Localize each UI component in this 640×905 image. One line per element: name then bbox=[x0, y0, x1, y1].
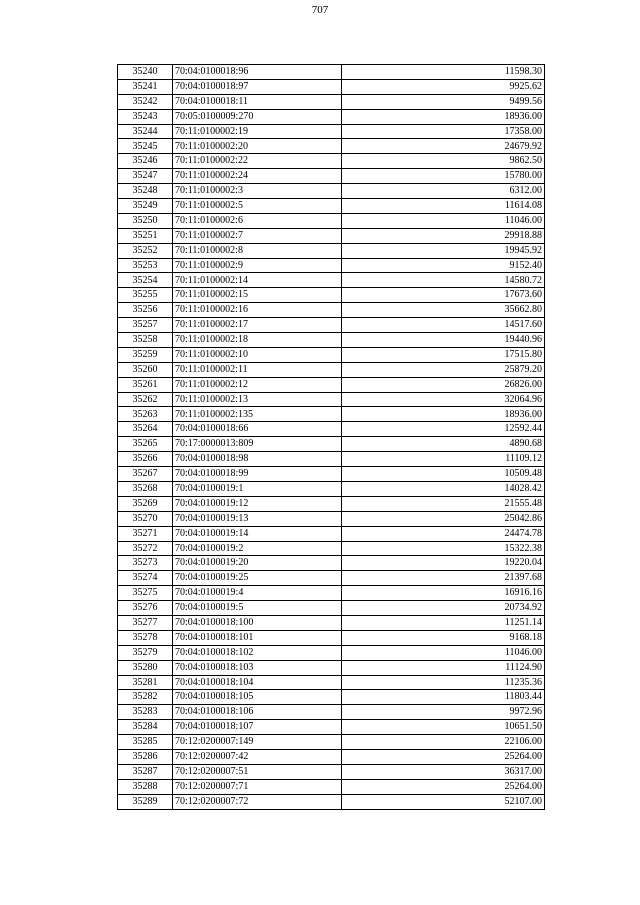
cadastral-number-cell: 70:12:0200007:42 bbox=[173, 749, 342, 764]
table-row bbox=[118, 333, 545, 348]
cadastral-value-cell: 9925.62 bbox=[342, 79, 545, 94]
table-row bbox=[118, 362, 545, 377]
table-row bbox=[118, 705, 545, 720]
cadastral-number-cell: 70:04:0100018:101 bbox=[173, 630, 342, 645]
table-row bbox=[118, 675, 545, 690]
table-row bbox=[118, 749, 545, 764]
cadastral-number-cell: 70:11:0100002:10 bbox=[173, 347, 342, 362]
cadastral-number-cell: 70:04:0100018:103 bbox=[173, 660, 342, 675]
cadastral-number-cell: 70:11:0100002:13 bbox=[173, 392, 342, 407]
row-number-cell: 35258 bbox=[118, 333, 173, 348]
table-row bbox=[118, 169, 545, 184]
table-row bbox=[118, 496, 545, 511]
cadastral-value-cell: 9168.18 bbox=[342, 630, 545, 645]
cadastral-number-cell: 70:17:0000013:809 bbox=[173, 437, 342, 452]
row-number-cell: 35277 bbox=[118, 615, 173, 630]
cadastral-value-cell: 16916.16 bbox=[342, 586, 545, 601]
cadastral-number-cell: 70:11:0100002:135 bbox=[173, 407, 342, 422]
cadastral-number-cell: 70:04:0100018:66 bbox=[173, 422, 342, 437]
cadastral-value-cell: 25264.00 bbox=[342, 779, 545, 794]
cadastral-number-cell: 70:12:0200007:71 bbox=[173, 779, 342, 794]
table-row bbox=[118, 720, 545, 735]
cadastral-number-cell: 70:04:0100019:2 bbox=[173, 541, 342, 556]
cadastral-number-cell: 70:04:0100019:13 bbox=[173, 511, 342, 526]
cadastral-value-cell: 9499.56 bbox=[342, 94, 545, 109]
row-number-cell: 35281 bbox=[118, 675, 173, 690]
row-number-cell: 35270 bbox=[118, 511, 173, 526]
cadastral-value-cell: 14028.42 bbox=[342, 481, 545, 496]
cadastral-value-cell: 25042.86 bbox=[342, 511, 545, 526]
cadastral-number-cell: 70:11:0100002:15 bbox=[173, 288, 342, 303]
table-row bbox=[118, 645, 545, 660]
table-row bbox=[118, 109, 545, 124]
cadastral-value-cell: 19220.04 bbox=[342, 556, 545, 571]
row-number-cell: 35273 bbox=[118, 556, 173, 571]
cadastral-value-cell: 9972.96 bbox=[342, 705, 545, 720]
cadastral-value-cell: 18936.00 bbox=[342, 407, 545, 422]
cadastral-number-cell: 70:04:0100019:14 bbox=[173, 526, 342, 541]
cadastral-value-cell: 14580.72 bbox=[342, 273, 545, 288]
cadastral-value-cell: 6312.00 bbox=[342, 184, 545, 199]
cadastral-value-cell: 11109.12 bbox=[342, 452, 545, 467]
row-number-cell: 35255 bbox=[118, 288, 173, 303]
row-number-cell: 35260 bbox=[118, 362, 173, 377]
cadastral-number-cell: 70:11:0100002:9 bbox=[173, 258, 342, 273]
cadastral-value-cell: 11046.00 bbox=[342, 213, 545, 228]
cadastral-value-cell: 17358.00 bbox=[342, 124, 545, 139]
table-row bbox=[118, 303, 545, 318]
cadastral-number-cell: 70:11:0100002:12 bbox=[173, 377, 342, 392]
page-number: 707 bbox=[311, 4, 329, 16]
cadastral-number-cell: 70:12:0200007:72 bbox=[173, 794, 342, 809]
cadastral-value-cell: 11251.14 bbox=[342, 615, 545, 630]
table-row bbox=[118, 794, 545, 809]
row-number-cell: 35244 bbox=[118, 124, 173, 139]
row-number-cell: 35243 bbox=[118, 109, 173, 124]
cadastral-value-cell: 29918.88 bbox=[342, 228, 545, 243]
cadastral-number-cell: 70:05:0100009:270 bbox=[173, 109, 342, 124]
table-row bbox=[118, 586, 545, 601]
cadastral-value-cell: 17515.80 bbox=[342, 347, 545, 362]
cadastral-number-cell: 70:04:0100019:20 bbox=[173, 556, 342, 571]
row-number-cell: 35249 bbox=[118, 199, 173, 214]
row-number-cell: 35279 bbox=[118, 645, 173, 660]
row-number-cell: 35241 bbox=[118, 79, 173, 94]
table-row bbox=[118, 377, 545, 392]
table-row bbox=[118, 571, 545, 586]
table-row bbox=[118, 437, 545, 452]
cadastral-number-cell: 70:04:0100018:106 bbox=[173, 705, 342, 720]
cadastral-value-cell: 26826.00 bbox=[342, 377, 545, 392]
cadastral-value-cell: 10509.48 bbox=[342, 467, 545, 482]
cadastral-number-cell: 70:11:0100002:18 bbox=[173, 333, 342, 348]
cadastral-number-cell: 70:11:0100002:19 bbox=[173, 124, 342, 139]
cadastral-number-cell: 70:04:0100018:11 bbox=[173, 94, 342, 109]
cadastral-number-cell: 70:11:0100002:11 bbox=[173, 362, 342, 377]
cadastral-value-cell: 36317.00 bbox=[342, 764, 545, 779]
cadastral-number-cell: 70:11:0100002:24 bbox=[173, 169, 342, 184]
row-number-cell: 35287 bbox=[118, 764, 173, 779]
cadastral-number-cell: 70:04:0100019:4 bbox=[173, 586, 342, 601]
row-number-cell: 35278 bbox=[118, 630, 173, 645]
table-row bbox=[118, 660, 545, 675]
row-number-cell: 35245 bbox=[118, 139, 173, 154]
table-row bbox=[118, 79, 545, 94]
cadastral-value-cell: 15780.00 bbox=[342, 169, 545, 184]
cadastral-value-cell: 22106.00 bbox=[342, 735, 545, 750]
cadastral-value-cell: 21555.48 bbox=[342, 496, 545, 511]
row-number-cell: 35269 bbox=[118, 496, 173, 511]
table-row bbox=[118, 184, 545, 199]
row-number-cell: 35256 bbox=[118, 303, 173, 318]
cadastral-value-cell: 32064.96 bbox=[342, 392, 545, 407]
row-number-cell: 35263 bbox=[118, 407, 173, 422]
row-number-cell: 35251 bbox=[118, 228, 173, 243]
cadastral-value-cell: 11598.30 bbox=[342, 65, 545, 80]
row-number-cell: 35267 bbox=[118, 467, 173, 482]
table-row bbox=[118, 407, 545, 422]
table-row bbox=[118, 318, 545, 333]
cadastral-number-cell: 70:04:0100019:25 bbox=[173, 571, 342, 586]
cadastral-number-cell: 70:11:0100002:8 bbox=[173, 243, 342, 258]
cadastral-value-cell: 19440.96 bbox=[342, 333, 545, 348]
table-row bbox=[118, 779, 545, 794]
row-number-cell: 35286 bbox=[118, 749, 173, 764]
row-number-cell: 35285 bbox=[118, 735, 173, 750]
cadastral-number-cell: 70:04:0100019:12 bbox=[173, 496, 342, 511]
table-row bbox=[118, 213, 545, 228]
row-number-cell: 35261 bbox=[118, 377, 173, 392]
cadastral-number-cell: 70:11:0100002:5 bbox=[173, 199, 342, 214]
cadastral-number-cell: 70:11:0100002:14 bbox=[173, 273, 342, 288]
table-row bbox=[118, 243, 545, 258]
cadastral-value-cell: 25264.00 bbox=[342, 749, 545, 764]
row-number-cell: 35252 bbox=[118, 243, 173, 258]
table-row bbox=[118, 452, 545, 467]
row-number-cell: 35240 bbox=[118, 65, 173, 80]
row-number-cell: 35282 bbox=[118, 690, 173, 705]
cadastral-number-cell: 70:04:0100018:105 bbox=[173, 690, 342, 705]
row-number-cell: 35280 bbox=[118, 660, 173, 675]
row-number-cell: 35264 bbox=[118, 422, 173, 437]
table-row bbox=[118, 467, 545, 482]
row-number-cell: 35247 bbox=[118, 169, 173, 184]
table-row bbox=[118, 258, 545, 273]
row-number-cell: 35257 bbox=[118, 318, 173, 333]
row-number-cell: 35266 bbox=[118, 452, 173, 467]
row-number-cell: 35253 bbox=[118, 258, 173, 273]
cadastral-number-cell: 70:04:0100018:98 bbox=[173, 452, 342, 467]
cadastral-value-cell: 21397.68 bbox=[342, 571, 545, 586]
row-number-cell: 35268 bbox=[118, 481, 173, 496]
table-row bbox=[118, 288, 545, 303]
table-row bbox=[118, 615, 545, 630]
table-row bbox=[118, 199, 545, 214]
cadastral-value-cell: 11803.44 bbox=[342, 690, 545, 705]
table-row bbox=[118, 511, 545, 526]
cadastral-value-cell: 24679.92 bbox=[342, 139, 545, 154]
cadastral-number-cell: 70:04:0100018:102 bbox=[173, 645, 342, 660]
cadastral-number-cell: 70:11:0100002:6 bbox=[173, 213, 342, 228]
cadastral-value-cell: 14517.60 bbox=[342, 318, 545, 333]
row-number-cell: 35275 bbox=[118, 586, 173, 601]
cadastral-value-cell: 24474.78 bbox=[342, 526, 545, 541]
table-row bbox=[118, 65, 545, 80]
cadastral-number-cell: 70:11:0100002:20 bbox=[173, 139, 342, 154]
row-number-cell: 35248 bbox=[118, 184, 173, 199]
row-number-cell: 35250 bbox=[118, 213, 173, 228]
cadastral-value-cell: 19945.92 bbox=[342, 243, 545, 258]
row-number-cell: 35254 bbox=[118, 273, 173, 288]
table-row bbox=[118, 154, 545, 169]
table-body bbox=[118, 65, 545, 810]
row-number-cell: 35289 bbox=[118, 794, 173, 809]
row-number-cell: 35288 bbox=[118, 779, 173, 794]
table-row bbox=[118, 94, 545, 109]
cadastral-value-cell: 11124.90 bbox=[342, 660, 545, 675]
cadastral-value-cell: 52107.00 bbox=[342, 794, 545, 809]
row-number-cell: 35242 bbox=[118, 94, 173, 109]
row-number-cell: 35272 bbox=[118, 541, 173, 556]
cadastral-number-cell: 70:11:0100002:16 bbox=[173, 303, 342, 318]
cadastral-value-cell: 11614.08 bbox=[342, 199, 545, 214]
cadastral-value-cell: 11046.00 bbox=[342, 645, 545, 660]
cadastral-number-cell: 70:11:0100002:22 bbox=[173, 154, 342, 169]
table-row bbox=[118, 347, 545, 362]
cadastral-number-cell: 70:12:0200007:149 bbox=[173, 735, 342, 750]
table-row bbox=[118, 273, 545, 288]
cadastral-number-cell: 70:04:0100019:1 bbox=[173, 481, 342, 496]
row-number-cell: 35274 bbox=[118, 571, 173, 586]
cadastral-value-cell: 17673.60 bbox=[342, 288, 545, 303]
row-number-cell: 35246 bbox=[118, 154, 173, 169]
cadastral-value-table bbox=[117, 64, 545, 810]
cadastral-number-cell: 70:04:0100018:100 bbox=[173, 615, 342, 630]
cadastral-value-cell: 12592.44 bbox=[342, 422, 545, 437]
table-row bbox=[118, 556, 545, 571]
cadastral-number-cell: 70:04:0100018:96 bbox=[173, 65, 342, 80]
cadastral-number-cell: 70:04:0100018:107 bbox=[173, 720, 342, 735]
row-number-cell: 35262 bbox=[118, 392, 173, 407]
table-row bbox=[118, 481, 545, 496]
cadastral-value-cell: 11235.36 bbox=[342, 675, 545, 690]
cadastral-value-cell: 20734.92 bbox=[342, 601, 545, 616]
cadastral-number-cell: 70:11:0100002:7 bbox=[173, 228, 342, 243]
table-row bbox=[118, 601, 545, 616]
table-row bbox=[118, 526, 545, 541]
row-number-cell: 35271 bbox=[118, 526, 173, 541]
cadastral-value-cell: 9152.40 bbox=[342, 258, 545, 273]
cadastral-value-cell: 9862.50 bbox=[342, 154, 545, 169]
row-number-cell: 35283 bbox=[118, 705, 173, 720]
table-row bbox=[118, 735, 545, 750]
cadastral-number-cell: 70:04:0100019:5 bbox=[173, 601, 342, 616]
cadastral-number-cell: 70:04:0100018:99 bbox=[173, 467, 342, 482]
table-row bbox=[118, 124, 545, 139]
table-row bbox=[118, 690, 545, 705]
table-row bbox=[118, 139, 545, 154]
table-row bbox=[118, 228, 545, 243]
cadastral-number-cell: 70:04:0100018:104 bbox=[173, 675, 342, 690]
cadastral-value-cell: 18936.00 bbox=[342, 109, 545, 124]
cadastral-value-cell: 15322.38 bbox=[342, 541, 545, 556]
cadastral-value-cell: 35662.80 bbox=[342, 303, 545, 318]
row-number-cell: 35265 bbox=[118, 437, 173, 452]
cadastral-value-cell: 4890.68 bbox=[342, 437, 545, 452]
table-row bbox=[118, 422, 545, 437]
cadastral-number-cell: 70:11:0100002:17 bbox=[173, 318, 342, 333]
cadastral-number-cell: 70:04:0100018:97 bbox=[173, 79, 342, 94]
cadastral-number-cell: 70:12:0200007:51 bbox=[173, 764, 342, 779]
cadastral-value-cell: 10651.50 bbox=[342, 720, 545, 735]
cadastral-number-cell: 70:11:0100002:3 bbox=[173, 184, 342, 199]
row-number-cell: 35284 bbox=[118, 720, 173, 735]
row-number-cell: 35259 bbox=[118, 347, 173, 362]
table-row bbox=[118, 541, 545, 556]
cadastral-value-cell: 25879.20 bbox=[342, 362, 545, 377]
table-row bbox=[118, 630, 545, 645]
table-row bbox=[118, 764, 545, 779]
row-number-cell: 35276 bbox=[118, 601, 173, 616]
table-row bbox=[118, 392, 545, 407]
